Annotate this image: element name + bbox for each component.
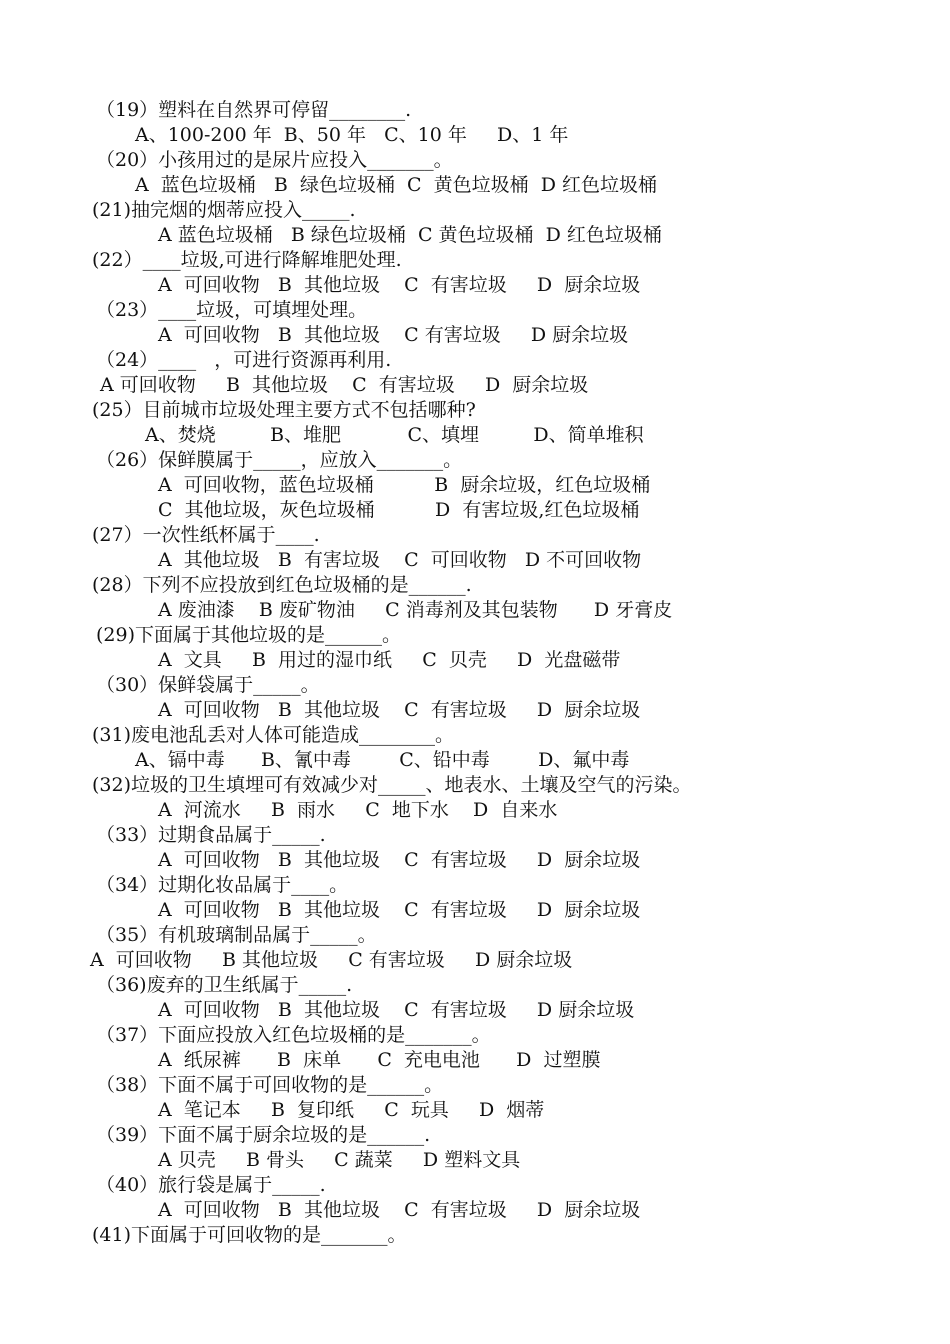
options-24: A 可回收物 B 其他垃圾 C 有害垃圾 D 厨余垃圾 (100, 374, 589, 396)
options-25: A、焚烧 B、堆肥 C、填埋 D、简单堆积 (145, 424, 644, 446)
question-21: (21)抽完烟的烟蒂应投入_____. (92, 199, 356, 221)
question-36: （36)废弃的卫生纸属于_____. (96, 974, 353, 996)
options-26-ab: A 可回收物，蓝色垃圾桶 B 厨余垃圾，红色垃圾桶 (158, 474, 651, 496)
options-22: A 可回收物 B 其他垃圾 C 有害垃圾 D 厨余垃圾 (158, 274, 641, 296)
question-34: （34）过期化妆品属于____。 (96, 874, 349, 896)
question-32: (32)垃圾的卫生填埋可有效减少对_____、地表水、土壤及空气的污染。 (92, 774, 692, 796)
question-40: （40）旅行袋是属于_____. (96, 1174, 326, 1196)
options-21: A 蓝色垃圾桶 B 绿色垃圾桶 C 黄色垃圾桶 D 红色垃圾桶 (158, 224, 662, 246)
question-27: (27）一次性纸杯属于____. (92, 524, 320, 546)
options-23: A 可回收物 B 其他垃圾 C 有害垃圾 D 厨余垃圾 (158, 324, 629, 346)
question-30: （30）保鲜袋属于_____。 (96, 674, 320, 696)
options-26-cd: C 其他垃圾，灰色垃圾桶 D 有害垃圾,红色垃圾桶 (158, 499, 640, 521)
options-31: A、镉中毒 B、氰中毒 C、铅中毒 D、氟中毒 (135, 749, 630, 771)
question-37: （37）下面应投放入红色垃圾桶的是_______。 (96, 1024, 491, 1046)
question-35: （35）有机玻璃制品属于_____。 (96, 924, 377, 946)
options-33: A 可回收物 B 其他垃圾 C 有害垃圾 D 厨余垃圾 (158, 849, 641, 871)
options-34: A 可回收物 B 其他垃圾 C 有害垃圾 D 厨余垃圾 (158, 899, 641, 921)
options-35: A 可回收物 B 其他垃圾 C 有害垃圾 D 厨余垃圾 (90, 949, 573, 971)
question-33: （33）过期食品属于_____. (96, 824, 326, 846)
question-24: （24）____ ，可进行资源再利用. (96, 349, 392, 371)
question-28: (28）下列不应投放到红色垃圾桶的是______. (92, 574, 472, 596)
question-22: (22）____垃圾,可进行降解堆肥处理. (92, 249, 402, 271)
question-39: （39）下面不属于厨余垃圾的是______. (96, 1124, 431, 1146)
options-38: A 笔记本 B 复印纸 C 玩具 D 烟蒂 (158, 1099, 545, 1121)
question-38: （38）下面不属于可回收物的是______。 (96, 1074, 444, 1096)
options-37: A 纸尿裤 B 床单 C 充电电池 D 过塑膜 (158, 1049, 601, 1071)
options-32: A 河流水 B 雨水 C 地下水 D 自来水 (158, 799, 558, 821)
options-29: A 文具 B 用过的湿巾纸 C 贝壳 D 光盘磁带 (158, 649, 621, 671)
options-36: A 可回收物 B 其他垃圾 C 有害垃圾 D 厨余垃圾 (158, 999, 635, 1021)
question-26: （26）保鲜膜属于_____，应放入_______。 (96, 449, 463, 471)
question-31: (31)废电池乱丢对人体可能造成________。 (92, 724, 455, 746)
options-28: A 废油漆 B 废矿物油 C 消毒剂及其包装物 D 牙膏皮 (158, 599, 673, 621)
question-41: (41)下面属于可回收物的是_______。 (92, 1224, 407, 1246)
question-23: （23）____垃圾，可填埋处理。 (96, 299, 368, 321)
options-20: A 蓝色垃圾桶 B 绿色垃圾桶 C 黄色垃圾桶 D 红色垃圾桶 (135, 174, 658, 196)
options-30: A 可回收物 B 其他垃圾 C 有害垃圾 D 厨余垃圾 (158, 699, 641, 721)
options-27: A 其他垃圾 B 有害垃圾 C 可回收物 D 不可回收物 (158, 549, 642, 571)
options-19: A、100-200 年 B、50 年 C、10 年 D、1 年 (135, 124, 569, 146)
options-39: A 贝壳 B 骨头 C 蔬菜 D 塑料文具 (158, 1149, 521, 1171)
question-29: (29)下面属于其他垃圾的是______。 (96, 624, 402, 646)
options-40: A 可回收物 B 其他垃圾 C 有害垃圾 D 厨余垃圾 (158, 1199, 641, 1221)
question-25: (25）目前城市垃圾处理主要方式不包括哪种? (92, 399, 476, 421)
question-20: （20）小孩用过的是尿片应投入_______。 (96, 149, 453, 171)
question-19: （19）塑料在自然界可停留________. (96, 99, 412, 121)
